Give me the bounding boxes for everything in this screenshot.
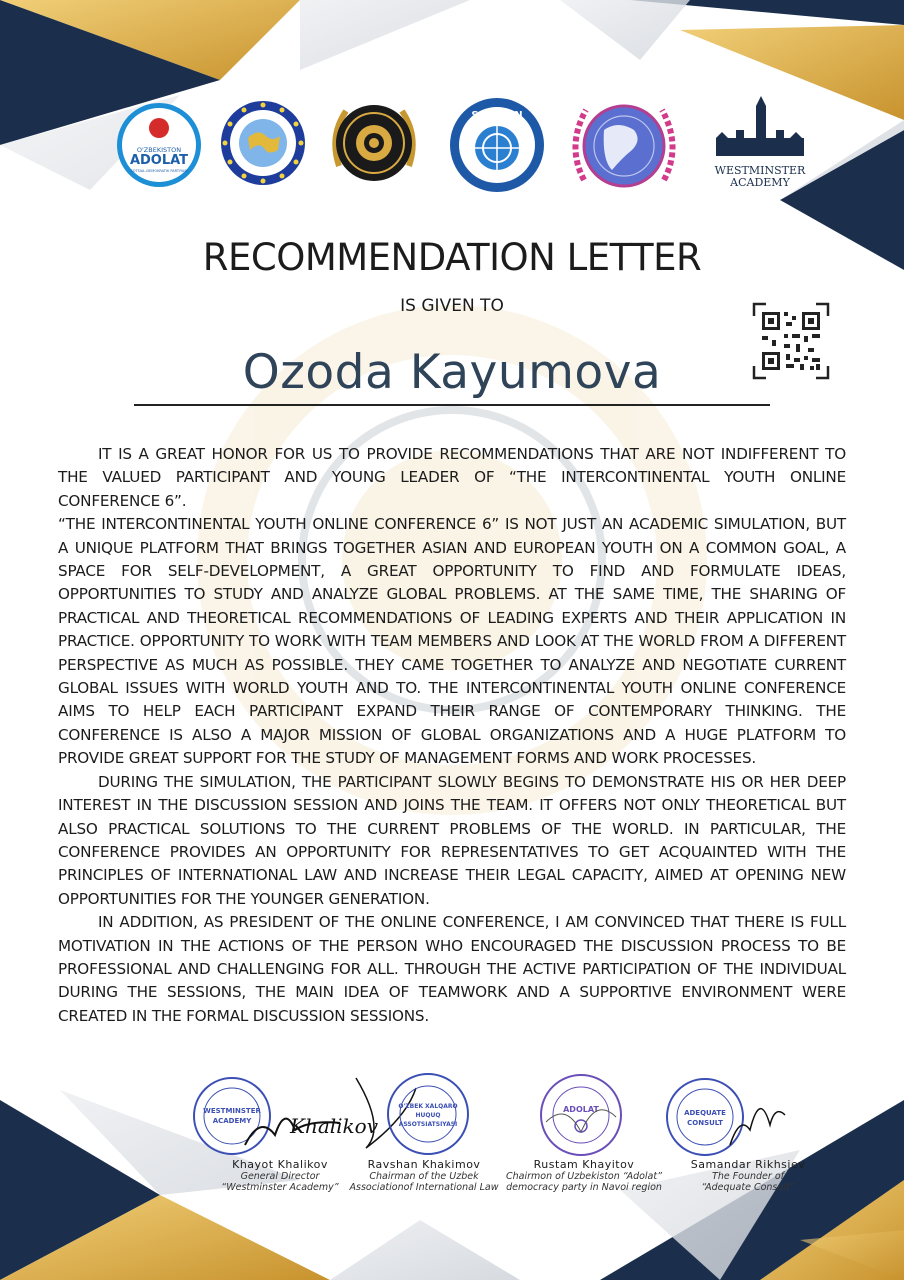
westminster-academy-logo <box>706 94 814 194</box>
signatory-name: Ravshan Khakimov <box>367 1158 481 1171</box>
name-underline <box>134 404 770 406</box>
adolat-stamp <box>536 1072 626 1158</box>
signatory-title: Chairman of the Uzbek <box>369 1171 479 1182</box>
conference-globe-emblem <box>568 90 680 202</box>
letter-body <box>58 443 846 1028</box>
svg-text:CONSULT: CONSULT <box>687 1119 723 1127</box>
signatory-title: Chairmon of Uzbekiston “Adolat” <box>505 1171 663 1182</box>
globe-stars-logo <box>220 100 306 186</box>
intercontinental-youth-conference-logo <box>324 96 424 190</box>
paragraph-conclusion: IN ADDITION, AS PRESIDENT OF THE ONLINE CONFERENCE, I AM CONVINCED THAT THERE IS FULL MOTIVATION IN THE ACTIONS OF THE PERSON WHO ENCOURAGED THE DISCUSSION PROCESS TO BE PROFESSIONAL AND CHALLENGING FOR ALL. THROUGH THE ACTIVE PARTICIPATION OF THE INDIVIDUAL DURING THE SESSIONS, THE MAIN IDEA OF TEAMWORK AND A SUPPORTIVE ENVIRONMENT WERE CREATED IN THE FORMAL DISCUSSION SESSIONS. <box>58 913 846 1025</box>
svg-text:WESTMINSTER: WESTMINSTER <box>203 1107 261 1115</box>
signatory-khakimov <box>348 1158 500 1193</box>
westminster-stamp <box>190 1075 378 1157</box>
svg-text:Khalikov: Khalikov <box>290 1114 378 1138</box>
signatory-title: General Director <box>240 1171 320 1182</box>
adolat-party-logo <box>116 102 202 188</box>
signatory-name: Khayot Khalikov <box>232 1158 328 1171</box>
svg-text:ADEQUATE: ADEQUATE <box>684 1109 726 1117</box>
signatory-title: democracy party in Navoi region <box>506 1182 662 1193</box>
signatory-name: Samandar Rikhsiev <box>690 1158 806 1171</box>
signatory-title: “Adequate Consult” <box>701 1182 795 1193</box>
signatory-title: Associationof International Law <box>349 1182 499 1193</box>
svg-text:ADOLAT: ADOLAT <box>563 1105 599 1114</box>
sammun-logo <box>448 96 546 194</box>
svg-text:SOTSIAL-DEMOKRATIK PARTIYASI: SOTSIAL-DEMOKRATIK PARTIYASI <box>130 169 188 173</box>
svg-text:ACADEMY: ACADEMY <box>212 1117 252 1125</box>
paragraph-intro: IT IS A GREAT HONOR FOR US TO PROVIDE RECOMMENDATIONS THAT ARE NOT INDIFFERENT TO THE VALUED PARTICIPANT AND YOUNG LEADER OF “THE INTERCONTINENTAL YOUTH ONLINE CONFERENCE 6”. <box>58 445 846 510</box>
recipient-name: Ozoda Kayumova <box>242 345 662 400</box>
signatory-title: The Founder of <box>712 1171 784 1182</box>
svg-text:ASSOTSIATSIYASI: ASSOTSIATSIYASI <box>398 1121 458 1128</box>
signatory-khalikov <box>210 1158 350 1193</box>
signatory-name: Rustam Khayitov <box>533 1158 635 1171</box>
svg-text:O'ZBEK XALQARO: O'ZBEK XALQARO <box>398 1103 458 1110</box>
uzbek-law-association-stamp <box>346 1068 486 1160</box>
paragraph-conference: “THE INTERCONTINENTAL YOUTH ONLINE CONFERENCE 6” IS NOT JUST AN ACADEMIC SIMULATION, BUT A UNIQUE PLATFORM THAT BRINGS TOGETHER ASIAN AND EUROPEAN YOUTH ON A COMMON GOAL, A SPACE FOR SELF-DEVELOPMENT, A GREAT OPPORTUNITY TO FIND AND FORMULATE IDEAS, OPPORTUNITIES TO STUDY AND ANALYZE GLOBAL PROBLEMS. AT THE SAME TIME, THE SHARING OF PRACTICAL AND THEORETICAL RECOMMENDATIONS OF LEADING EXPERTS AND THEIR APPLICATION IN PRACTICE. OPPORTUNITY TO WORK WITH TEAM MEMBERS AND LOOK AT THE WORLD FROM A DIFFERENT PERSPECTIVE AS MUCH AS POSSIBLE. THEY CAME TOGETHER TO ANALYZE AND NEGOTIATE CURRENT GLOBAL ISSUES WITH WORLD YOUTH AND TO. THE INTERCONTINENTAL YOUTH ONLINE CONFERENCE AIMS TO HELP EACH PARTICIPANT EXPAND THEIR RANGE OF CONTEMPORARY THINKING. THE CONFERENCE IS ALSO A MAJOR MISSION OF GLOBAL ORGANIZATIONS AND A HUGE PLATFORM TO PROVIDE GREAT SUPPORT FOR THE STUDY OF MANAGEMENT FORMS AND WORK PROCESSES. <box>58 515 846 768</box>
svg-text:ADOLAT: ADOLAT <box>129 153 189 168</box>
given-to-label: IS GIVEN TO <box>400 296 504 316</box>
signatory-title: “Westminster Academy” <box>221 1182 339 1193</box>
signatory-khayitov <box>500 1158 668 1193</box>
svg-text:ACADEMY: ACADEMY <box>730 176 790 189</box>
paragraph-simulation: DURING THE SIMULATION, THE PARTICIPANT SLOWLY BEGINS TO DEMONSTRATE HIS OR HER DEEP INTEREST IN THE DISCUSSION SESSION AND JOINS THE TEAM. IT OFFERS NOT ONLY THEORETICAL BUT ALSO PRACTICAL SOLUTIONS TO THE CURRENT PROBLEMS OF THE WORLD. IN PARTICULAR, THE CONFERENCE PROVIDES AN OPPORTUNITY FOR REPRESENTATIVES TO GET ACQUAINTED WITH THE PRINCIPLES OF INTERNATIONAL LAW AND INCREASE THEIR LEGAL CAPACITY, AIMED AT OPENING NEW OPPORTUNITIES FOR THE YOUNGER GENERATION. <box>58 772 846 908</box>
svg-text:WESTMINSTER: WESTMINSTER <box>714 164 806 177</box>
signatory-rikhsiev <box>678 1158 818 1193</box>
svg-text:O'ZBEKISTON: O'ZBEKISTON <box>136 146 182 154</box>
adequate-consult-stamp <box>660 1075 790 1159</box>
certificate-title: RECOMMENDATION LETTER <box>202 236 702 279</box>
svg-text:HUQUQ: HUQUQ <box>415 1112 441 1119</box>
svg-text:SAMMUN: SAMMUN <box>471 110 523 121</box>
